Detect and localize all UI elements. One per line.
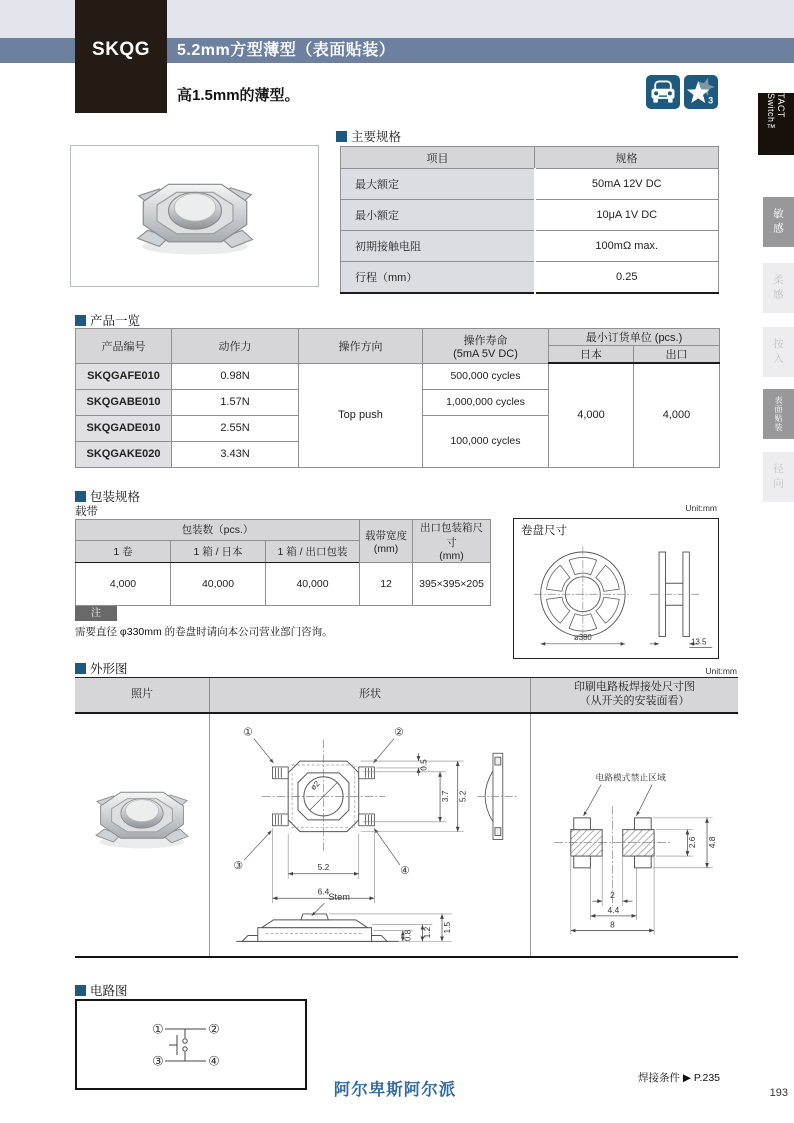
moq-export: 4,000 — [634, 363, 720, 467]
solder-condition-ref[interactable]: 焊接条件 ▶ P.235 — [638, 1072, 720, 1084]
page-number: 193 — [769, 1087, 788, 1099]
sidebar-tab-smd: 表面贴装 — [763, 389, 794, 439]
dim-2-6: 2.6 — [687, 836, 698, 849]
force: 3.43N — [172, 441, 299, 467]
spec-col-value: 规格 — [535, 147, 719, 169]
table-row — [341, 231, 719, 262]
part-no: SKQGADE010 — [76, 415, 172, 441]
note-badge: 注 — [75, 606, 117, 621]
outline-pcb-cell — [531, 714, 738, 956]
qty-box-japan: 40,000 — [171, 563, 266, 606]
life: 1,000,000 cycles — [423, 389, 549, 415]
circuit-terminal-3: ③ — [152, 1053, 164, 1069]
section-title: 产品一览 — [90, 314, 141, 328]
spec-item: 行程（mm） — [341, 262, 535, 294]
sidebar-tab-soft: 柔感 — [763, 263, 794, 313]
section-title: 电路图 — [90, 984, 128, 998]
terminal-1-label: ① — [243, 726, 253, 739]
dim-5-2-h: 5.2 — [317, 861, 330, 872]
sidebar-tab-sensitive: 敏感 — [763, 197, 794, 247]
dim-0-5: 0.5 — [418, 759, 429, 771]
dim-1-2: 1.2 — [422, 926, 433, 939]
section-title: 包装规格 — [90, 490, 141, 504]
life: 500,000 cycles — [423, 363, 549, 389]
section-square-icon — [75, 663, 86, 674]
force: 2.55N — [172, 415, 299, 441]
automotive-grade-icon — [646, 75, 680, 109]
reel-thickness-dim: 13.5 — [691, 637, 707, 647]
section-square-icon — [75, 315, 86, 326]
pcb-pattern-drawing — [531, 714, 738, 958]
section-square-icon — [75, 985, 86, 996]
col-box-export: 1 箱 / 出口包装 — [266, 540, 360, 562]
col-part-no: 产品编号 — [76, 329, 172, 364]
note-text: 需要直径 φ330mm 的卷盘时请向本公司营业部门咨询。 — [75, 626, 333, 638]
case-size: 395×395×205 — [413, 563, 491, 606]
page-subtitle: 高1.5mm的薄型。 — [177, 87, 300, 104]
table-row — [341, 262, 719, 294]
unit-label: Unit:mm — [705, 666, 737, 676]
col-shape: 形状 — [210, 678, 531, 712]
shape-drawing — [210, 716, 530, 960]
spec-value: 50mA 12V DC — [535, 169, 719, 200]
table-row — [341, 169, 719, 200]
dim-5-2-v: 5.2 — [457, 790, 468, 803]
sidebar-family-tab: TACT Switch™ — [758, 93, 794, 155]
series-code: SKQG — [92, 39, 150, 60]
dim-3-7: 3.7 — [439, 790, 450, 803]
part-no: SKQGAKE020 — [76, 441, 172, 467]
spec-value: 10μA 1V DC — [535, 200, 719, 231]
product-photo-box — [70, 145, 319, 287]
section-product-list — [75, 311, 140, 329]
terminal-4-label: ④ — [399, 864, 410, 877]
circuit-schematic — [77, 1001, 301, 1084]
force: 0.98N — [172, 363, 299, 389]
series-box — [75, 0, 167, 113]
circuit-terminal-1: ① — [152, 1021, 164, 1037]
car-icon — [646, 75, 680, 109]
col-photo: 照片 — [75, 678, 210, 712]
dim-1-5: 1.5 — [441, 921, 452, 934]
col-box-japan: 1 箱 / 日本 — [171, 540, 266, 562]
dim-4-8: 4.8 — [706, 836, 717, 849]
col-pcb: 印刷电路板焊接处尺寸图 （从开关的安装面看） — [574, 681, 695, 707]
force: 1.57N — [172, 389, 299, 415]
switch-photo-small — [82, 772, 202, 864]
section-square-icon — [336, 131, 347, 142]
svg-text:3: 3 — [708, 95, 714, 106]
packaging-table — [75, 519, 490, 606]
tape-width: 12 — [360, 563, 413, 606]
qty-box-export: 40,000 — [266, 563, 360, 606]
life: 100,000 cycles — [423, 415, 549, 467]
outline-shape-cell — [210, 714, 531, 956]
col-life: 操作寿命 (5mA 5V DC) — [423, 329, 549, 364]
col-export: 出口 — [634, 346, 720, 364]
main-spec-table — [340, 146, 718, 294]
dim-0-8: 0.8 — [402, 929, 413, 942]
spec-item: 初期接触电阻 — [341, 231, 535, 262]
star-icon — [684, 75, 718, 109]
sidebar-tab-radial: 径向 — [763, 452, 794, 502]
spec-item: 最小额定 — [341, 200, 535, 231]
part-no: SKQGAFE010 — [76, 363, 172, 389]
section-title: 外形图 — [90, 662, 128, 676]
sidebar-tab-push: 按入 — [763, 327, 794, 377]
section-outline — [75, 659, 128, 677]
outline-photo-cell — [75, 714, 210, 956]
table-row — [76, 563, 491, 606]
switch-photo — [120, 159, 270, 274]
dim-2: 2 — [610, 890, 615, 901]
circuit-terminal-4: ④ — [208, 1053, 220, 1069]
outline-header-row — [75, 678, 738, 714]
stem-label: Stem — [328, 892, 351, 903]
outline-table — [75, 677, 738, 958]
dim-6-4: 6.4 — [317, 886, 330, 897]
dim-4-4: 4.4 — [607, 904, 620, 915]
col-case-size: 出口包装箱尺寸 (mm) — [413, 520, 491, 563]
outline-body-row — [75, 714, 738, 956]
pcb-keepout-label: 电路模式禁止区域 — [595, 772, 666, 783]
reel-dimensions-box — [513, 518, 719, 659]
unit-label: Unit:mm — [685, 503, 717, 513]
spec-value: 100mΩ max. — [535, 231, 719, 262]
section-title: 主要规格 — [351, 130, 402, 144]
col-moq: 最小订货单位 (pcs.) — [549, 329, 720, 346]
rating-3-star-icon — [684, 75, 718, 109]
section-circuit — [75, 981, 128, 999]
section-main-specs — [336, 127, 401, 145]
spec-value: 0.25 — [535, 262, 719, 294]
table-row — [341, 200, 719, 231]
col-tape-width: 载带宽度 (mm) — [360, 520, 413, 563]
page-title: 5.2mm方型薄型（表面贴装） — [177, 42, 396, 59]
col-qty: 包装数（pcs.） — [76, 520, 360, 541]
dim-8: 8 — [610, 919, 615, 930]
col-reel: 1 卷 — [76, 540, 171, 562]
reel-drawing — [514, 541, 716, 653]
product-table — [75, 328, 719, 468]
terminal-2-label: ② — [394, 726, 404, 739]
circuit-diagram-box — [75, 999, 307, 1090]
spec-col-item: 项目 — [341, 147, 535, 169]
moq-japan: 4,000 — [549, 363, 634, 467]
reel-dia-dim: ø380 — [573, 633, 592, 643]
brand-logo: 阿尔卑斯阿尔派 — [333, 1081, 457, 1099]
col-japan: 日本 — [549, 346, 634, 364]
qty-reel: 4,000 — [76, 563, 171, 606]
terminal-3-label: ③ — [233, 859, 244, 872]
part-no: SKQGABE010 — [76, 389, 172, 415]
section-square-icon — [75, 491, 86, 502]
carrier-tape-label: 载带 — [75, 506, 98, 518]
dim-phi2: ø2 — [308, 779, 322, 792]
col-force: 动作力 — [172, 329, 299, 364]
circuit-terminal-2: ② — [208, 1021, 220, 1037]
reel-title: 卷盘尺寸 — [521, 525, 567, 537]
table-row — [76, 363, 720, 389]
direction: Top push — [299, 363, 423, 467]
col-direction: 操作方向 — [299, 329, 423, 364]
spec-item: 最大额定 — [341, 169, 535, 200]
